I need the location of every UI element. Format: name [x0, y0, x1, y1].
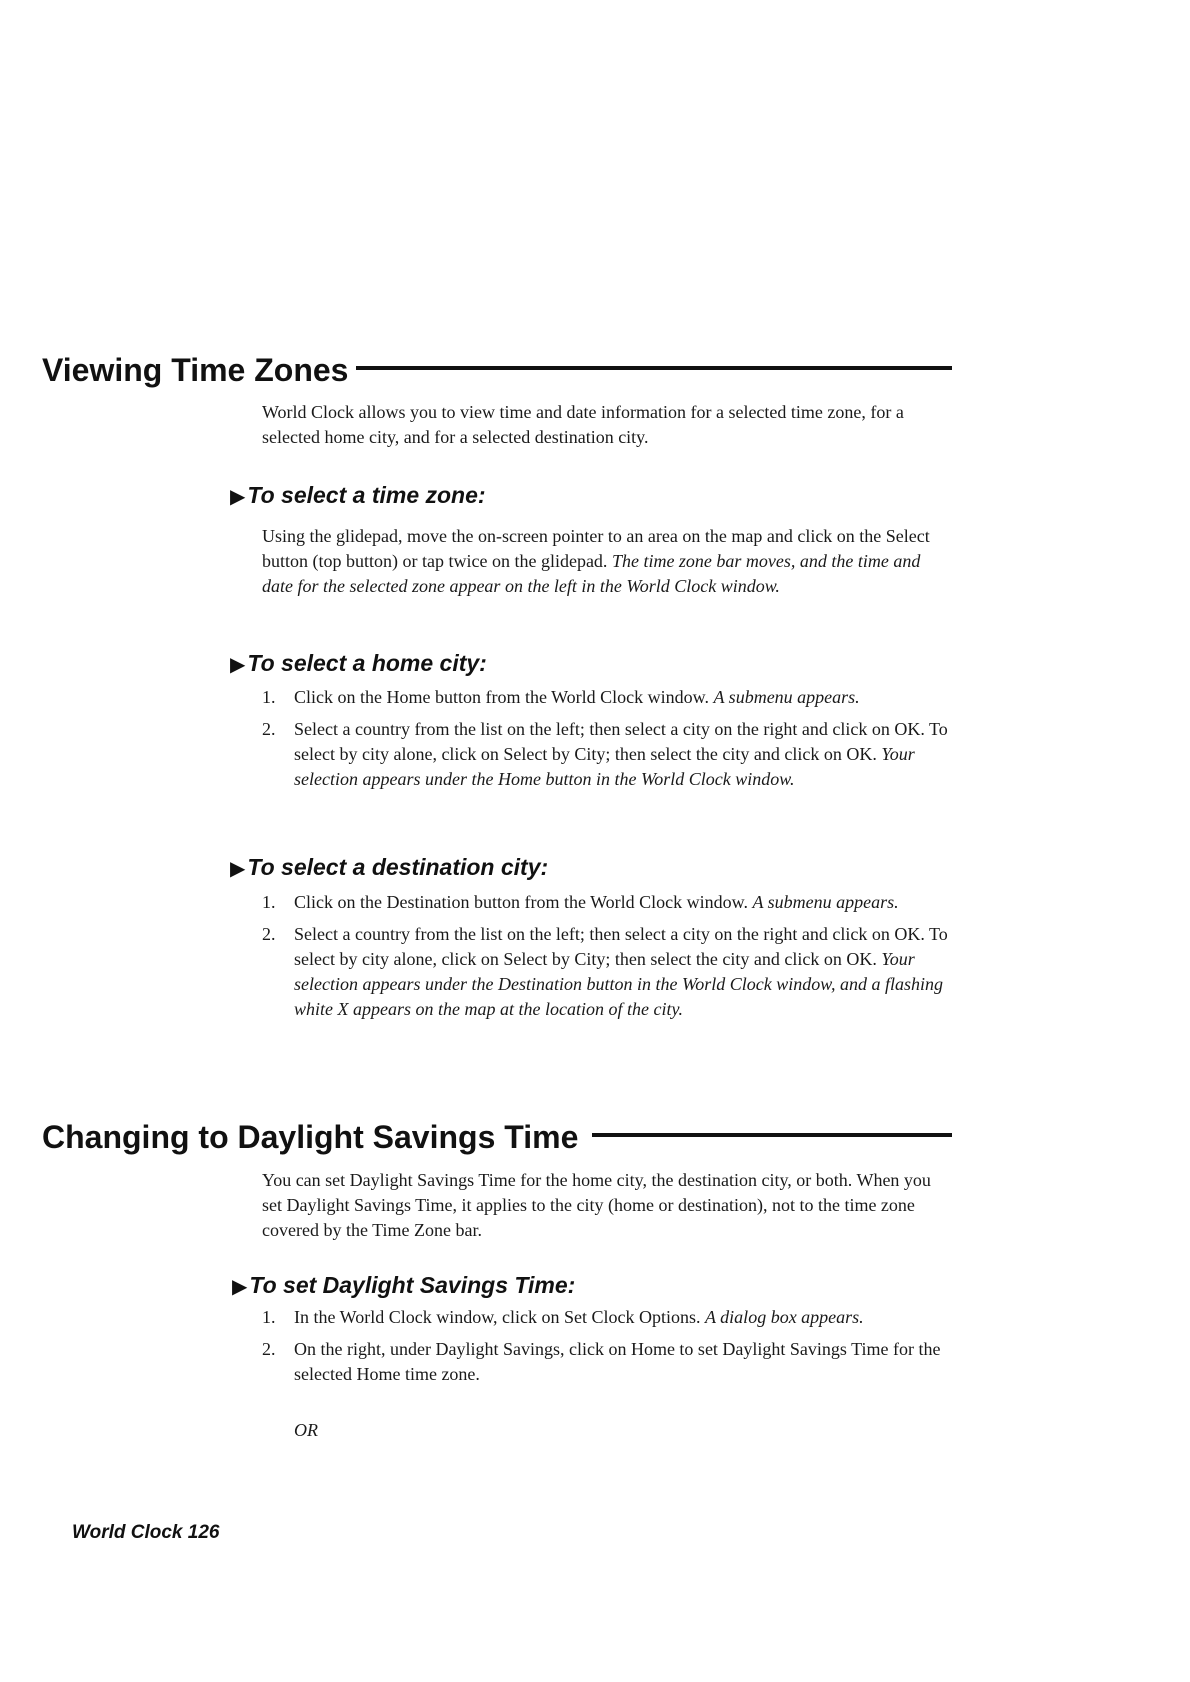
subheading-home-city: ▶To select a home city: [230, 650, 487, 676]
list-item: 2. Select a country from the list on the left; then select a city on the right and click on OK. To select by city alone, click on Select by City; then select the city and click on OK. Your selection appears under the Home button in the World Clock window. [262, 719, 948, 789]
list-item: 1. Click on the Home button from the World Clock window. A submenu appears. [262, 687, 860, 707]
triangle-bullet-icon: ▶ [230, 486, 246, 508]
dst-steps [262, 1305, 952, 1394]
page-footer: World Clock 126 [72, 1522, 220, 1543]
time-zone-instructions: Using the glidepad, move the on-screen pointer to an area on the map and click on the Select button (top button) or tap twice on the glidepad. The time zone bar moves, and the time and date for the selected zone appear on the left in the World Clock window. [262, 526, 930, 596]
section-heading-daylight-savings: Changing to Daylight Savings Time [42, 1119, 579, 1155]
subheading-set-dst: ▶To set Daylight Savings Time: [232, 1272, 576, 1298]
home-city-steps [262, 685, 952, 799]
section-heading-viewing-time-zones: Viewing Time Zones [42, 352, 349, 388]
list-item: 2. Select a country from the list on the left; then select a city on the right and click on OK. To select by city alone, click on Select by City; then select the city and click on OK. Your selection appears under the Destination button in the World Clock window, and a flashing white X appears on the map at the location of the city. [262, 924, 948, 1019]
triangle-bullet-icon: ▶ [232, 1276, 248, 1298]
list-item: 1. Click on the Destination button from the World Clock window. A submenu appears. [262, 892, 899, 912]
or-label: OR [294, 1420, 318, 1440]
triangle-bullet-icon: ▶ [230, 654, 246, 676]
destination-city-steps [262, 890, 952, 1029]
list-item: 1. In the World Clock window, click on Set Clock Options. A dialog box appears. [262, 1307, 864, 1327]
subheading-destination-city: ▶To select a destination city: [230, 854, 549, 880]
section-intro: World Clock allows you to view time and date information for a selected time zone, for a selected home city, and for a selected destination city. [262, 402, 904, 447]
section-intro: You can set Daylight Savings Time for the home city, the destination city, or both. When you set Daylight Savings Time, it applies to the city (home or destination), not to the time zone covered by the Time Zone bar. [262, 1170, 931, 1240]
triangle-bullet-icon: ▶ [230, 858, 246, 880]
list-item: 2. On the right, under Daylight Savings, click on Home to set Daylight Savings Time for the selected Home time zone. [262, 1339, 941, 1384]
subheading-time-zone: ▶To select a time zone: [230, 482, 486, 508]
heading-rule [592, 1133, 952, 1137]
heading-rule [356, 366, 952, 370]
